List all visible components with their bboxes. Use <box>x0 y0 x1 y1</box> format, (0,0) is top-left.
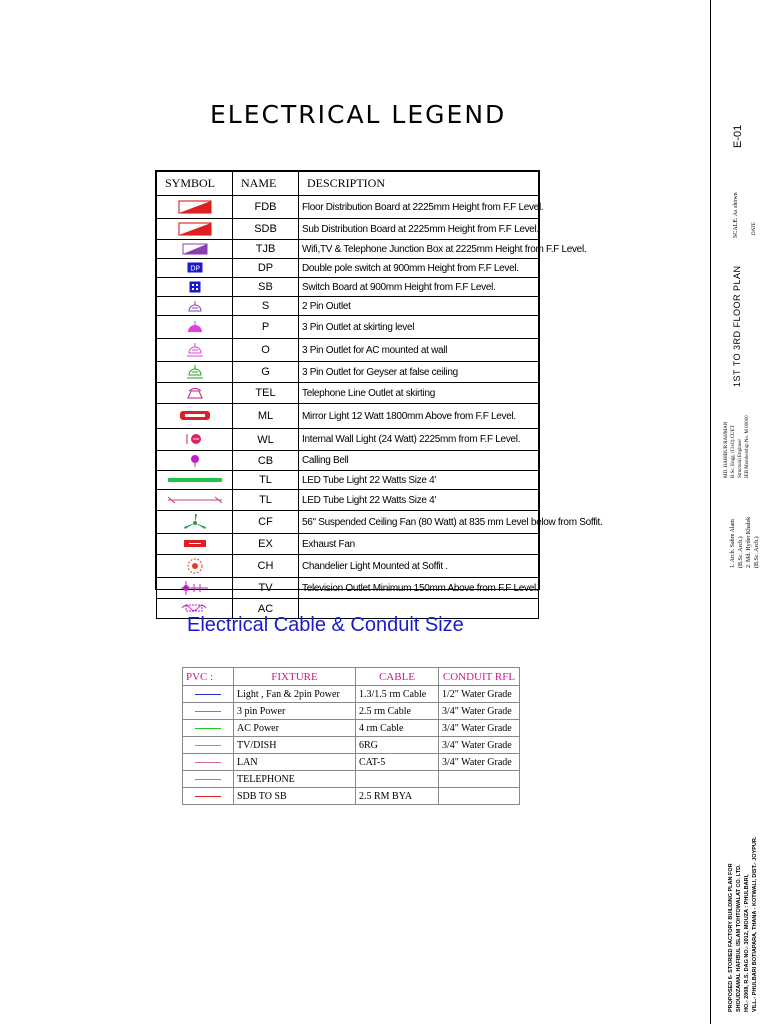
legend-description: LED Tube Light 22 Watts Size 4' <box>299 471 539 490</box>
geyser-outlet-icon <box>186 363 204 380</box>
legend-description: 3 Pin Outlet for AC mounted at wall <box>299 339 539 362</box>
cable-fixture: LAN <box>234 754 356 771</box>
legend-name: CB <box>233 451 299 471</box>
cable-line-sample-cell <box>183 720 234 737</box>
cable-fixture: Light , Fan & 2pin Power <box>234 686 356 703</box>
cable-line-sample-cell <box>183 737 234 754</box>
cable-size: 2.5 RM BYA <box>356 788 439 805</box>
legend-symbol-cell <box>157 451 233 471</box>
legend-row <box>157 297 539 316</box>
legend-name: G <box>233 362 299 383</box>
cable-fixture: 3 pin Power <box>234 703 356 720</box>
legend-name: ML <box>233 404 299 429</box>
cable-size: 6RG <box>356 737 439 754</box>
svg-text:DP: DP <box>189 264 200 273</box>
cable-size: 4 rm Cable <box>356 720 439 737</box>
legend-name: TEL <box>233 383 299 404</box>
legend-name: SDB <box>233 219 299 240</box>
legend-name: S <box>233 297 299 316</box>
legend-symbol-cell <box>157 278 233 297</box>
legend-symbol-cell <box>157 240 233 259</box>
legend-name: CF <box>233 511 299 534</box>
line-sample-icon <box>195 796 221 797</box>
legend-symbol-cell <box>157 511 233 534</box>
engineer-line: MD. HABIBUR RAHMAN <box>724 421 729 478</box>
cable-row <box>183 771 520 788</box>
calling-bell-icon <box>189 452 201 469</box>
distribution-board-icon <box>178 198 212 215</box>
cable-row <box>183 703 520 720</box>
legend-symbol-cell <box>157 362 233 383</box>
three-pin-outlet-icon <box>186 318 204 335</box>
legend-description: Mirror Light 12 Watt 1800mm Above from F.F Level. <box>299 404 539 429</box>
two-pin-outlet-icon <box>187 297 203 314</box>
legend-description: Exhaust Fan <box>299 534 539 555</box>
legend-description: Television Outlet Minimum 150mm Above from F.F Level. <box>299 578 539 599</box>
legend-description: 2 Pin Outlet <box>299 297 539 316</box>
legend-description: Calling Bell <box>299 451 539 471</box>
cable-row <box>183 720 520 737</box>
legend-description: Floor Distribution Board at 2225mm Height from F.F Level. <box>299 196 539 219</box>
line-sample-icon <box>195 762 221 763</box>
legend-description: Chandelier Light Mounted at Soffit . <box>299 555 539 578</box>
cable-conduit <box>439 788 520 805</box>
cable-row <box>183 737 520 754</box>
line-sample-icon <box>195 711 221 712</box>
telephone-outlet-icon <box>186 384 204 401</box>
ac-outlet-icon <box>186 341 204 358</box>
cable-size: CAT-5 <box>356 754 439 771</box>
cable-conduit: 3/4" Water Grade <box>439 720 520 737</box>
legend-row <box>157 219 539 240</box>
project-line: VILL.- PHULBARI BOTIAPARA, THANA - KOTWALI, DIST.- JOYPUR. <box>752 836 758 1012</box>
legend-description: 3 Pin Outlet at skirting level <box>299 316 539 339</box>
date-label: DATE <box>752 222 757 235</box>
legend-symbol-cell <box>157 297 233 316</box>
sheet-number: E-01 <box>732 124 744 148</box>
mirror-light-icon <box>179 407 211 424</box>
engineer-line: Structural Engineer <box>738 438 743 478</box>
legend-symbol-cell <box>157 404 233 429</box>
cable-header-fixture: FIXTURE <box>234 668 356 686</box>
legend-row <box>157 383 539 404</box>
architect-line: (B.Sc. Arch.) <box>738 536 744 568</box>
project-line: PROPOSED 6- STORIED FACTORY BUILDING PLAN FOR <box>728 863 734 1012</box>
legend-name: AC <box>233 599 299 619</box>
line-sample-icon <box>195 745 221 746</box>
legend-symbol-cell <box>157 534 233 555</box>
legend-description: Wifi,TV & Telephone Junction Box at 2225mm Height from F.F Level. <box>299 240 539 259</box>
legend-row <box>157 555 539 578</box>
cable-row <box>183 686 520 703</box>
legend-symbol-cell <box>157 578 233 599</box>
legend-symbol-cell <box>157 490 233 511</box>
legend-description: Sub Distribution Board at 2225mm Height from F.F Level. <box>299 219 539 240</box>
cable-line-sample-cell <box>183 754 234 771</box>
legend-row <box>157 240 539 259</box>
double-pole-switch-icon <box>187 259 203 276</box>
cable-conduit: 3/4" Water Grade <box>439 754 520 771</box>
cable-line-sample-cell <box>183 771 234 788</box>
legend-symbol-cell <box>157 339 233 362</box>
drawing-title: 1ST TO 3RD FLOOR PLAN <box>732 265 742 387</box>
legend-row <box>157 259 539 278</box>
cable-header-conduit: CONDUIT RFL <box>439 668 520 686</box>
cable-conduit-table <box>182 667 520 805</box>
architect-line: 1. Arch. Sabre Alam <box>730 519 736 568</box>
cable-conduit <box>439 771 520 788</box>
line-sample-icon <box>195 728 221 729</box>
led-tube-light-icon <box>167 471 223 488</box>
legend-symbol-cell <box>157 429 233 451</box>
legend-description: 56" Suspended Ceiling Fan (80 Watt) at 835 mm Level below from Soffit. <box>299 511 539 534</box>
legend-row <box>157 362 539 383</box>
legend-symbol-cell <box>157 316 233 339</box>
distribution-board-icon <box>178 220 212 237</box>
legend-symbol-cell <box>157 196 233 219</box>
legend-symbol-cell <box>157 383 233 404</box>
cable-fixture: SDB TO SB <box>234 788 356 805</box>
legend-row <box>157 534 539 555</box>
legend-name: O <box>233 339 299 362</box>
page-title: ELECTRICAL LEGEND <box>210 100 507 129</box>
cable-header-pvc: PVC : <box>183 668 234 686</box>
legend-symbol-cell <box>157 471 233 490</box>
electrical-legend-table <box>155 170 603 615</box>
legend-header-name: NAME <box>233 172 299 196</box>
legend-row <box>157 278 539 297</box>
legend-name: EX <box>233 534 299 555</box>
legend-row <box>157 471 539 490</box>
legend-name: P <box>233 316 299 339</box>
legend-symbol-cell <box>157 555 233 578</box>
legend-row <box>157 490 539 511</box>
exhaust-fan-icon <box>183 535 207 552</box>
title-block-border <box>710 0 711 1024</box>
legend-name: CH <box>233 555 299 578</box>
project-line: SHOUDZAMAL HAFIBUL ISLAM TOHTOWALAT CO. LTD. <box>736 864 742 1012</box>
legend-row <box>157 196 539 219</box>
legend-description: Double pole switch at 900mm Height from F.F Level. <box>299 259 539 278</box>
cable-line-sample-cell <box>183 703 234 720</box>
cable-section-title: Electrical Cable & Conduit Size <box>187 614 464 636</box>
cable-row <box>183 788 520 805</box>
architect-line: 2. Md. Hyder Khalek <box>746 516 752 568</box>
legend-description: LED Tube Light 22 Watts Size 4' <box>299 490 539 511</box>
junction-box-icon <box>181 240 209 257</box>
legend-symbol-cell <box>157 219 233 240</box>
line-sample-icon <box>195 694 221 695</box>
line-sample-icon <box>195 779 221 780</box>
engineer-line: IEB Membership No. M 00000 <box>745 415 750 478</box>
cable-line-sample-cell <box>183 686 234 703</box>
legend-row <box>157 316 539 339</box>
ceiling-fan-icon <box>182 513 208 530</box>
tv-outlet-icon <box>180 579 210 596</box>
legend-name: TL <box>233 471 299 490</box>
legend-description: Switch Board at 900mm Height from F.F Level. <box>299 278 539 297</box>
chandelier-icon <box>186 557 204 574</box>
legend-name: DP <box>233 259 299 278</box>
cable-header-cable: CABLE <box>356 668 439 686</box>
project-line: HO.- 2008, R.S. DAG NO.- 3012, MOUZA : PHULBARI, <box>744 874 750 1012</box>
cable-conduit: 1/2" Water Grade <box>439 686 520 703</box>
legend-name: SB <box>233 278 299 297</box>
cable-fixture: AC Power <box>234 720 356 737</box>
legend-description: Telephone Line Outlet at skirting <box>299 383 539 404</box>
legend-description: 3 Pin Outlet for Geyser at false ceiling <box>299 362 539 383</box>
legend-name: FDB <box>233 196 299 219</box>
legend-description: Internal Wall Light (24 Watt) 2225mm from F.F Level. <box>299 429 539 451</box>
legend-header-symbol: SYMBOL <box>157 172 233 196</box>
legend-row <box>157 511 539 534</box>
legend-name: TL <box>233 490 299 511</box>
engineer-line: B.Sc. Engg. (Civil) CUET <box>731 425 736 478</box>
cable-fixture: TELEPHONE <box>234 771 356 788</box>
cable-line-sample-cell <box>183 788 234 805</box>
legend-name: TJB <box>233 240 299 259</box>
legend-name: WL <box>233 429 299 451</box>
switch-board-icon <box>189 278 201 295</box>
legend-row <box>157 429 539 451</box>
legend-row <box>157 578 539 599</box>
led-tube-light-alt-icon <box>167 491 223 508</box>
cable-size: 2.5 rm Cable <box>356 703 439 720</box>
cable-conduit: 3/4" Water Grade <box>439 737 520 754</box>
legend-row <box>157 339 539 362</box>
cable-size <box>356 771 439 788</box>
scale-note: SCALE: As shown <box>733 192 739 238</box>
legend-row <box>157 451 539 471</box>
architect-line: (B.Sc. Arch.) <box>754 536 760 568</box>
cable-conduit: 3/4" Water Grade <box>439 703 520 720</box>
cable-row <box>183 754 520 771</box>
cable-fixture: TV/DISH <box>234 737 356 754</box>
legend-name: TV <box>233 578 299 599</box>
legend-header-description: DESCRIPTION <box>299 172 539 196</box>
legend-row <box>157 404 539 429</box>
wall-light-icon <box>185 431 205 448</box>
cable-size: 1.3/1.5 rm Cable <box>356 686 439 703</box>
legend-symbol-cell <box>157 259 233 278</box>
